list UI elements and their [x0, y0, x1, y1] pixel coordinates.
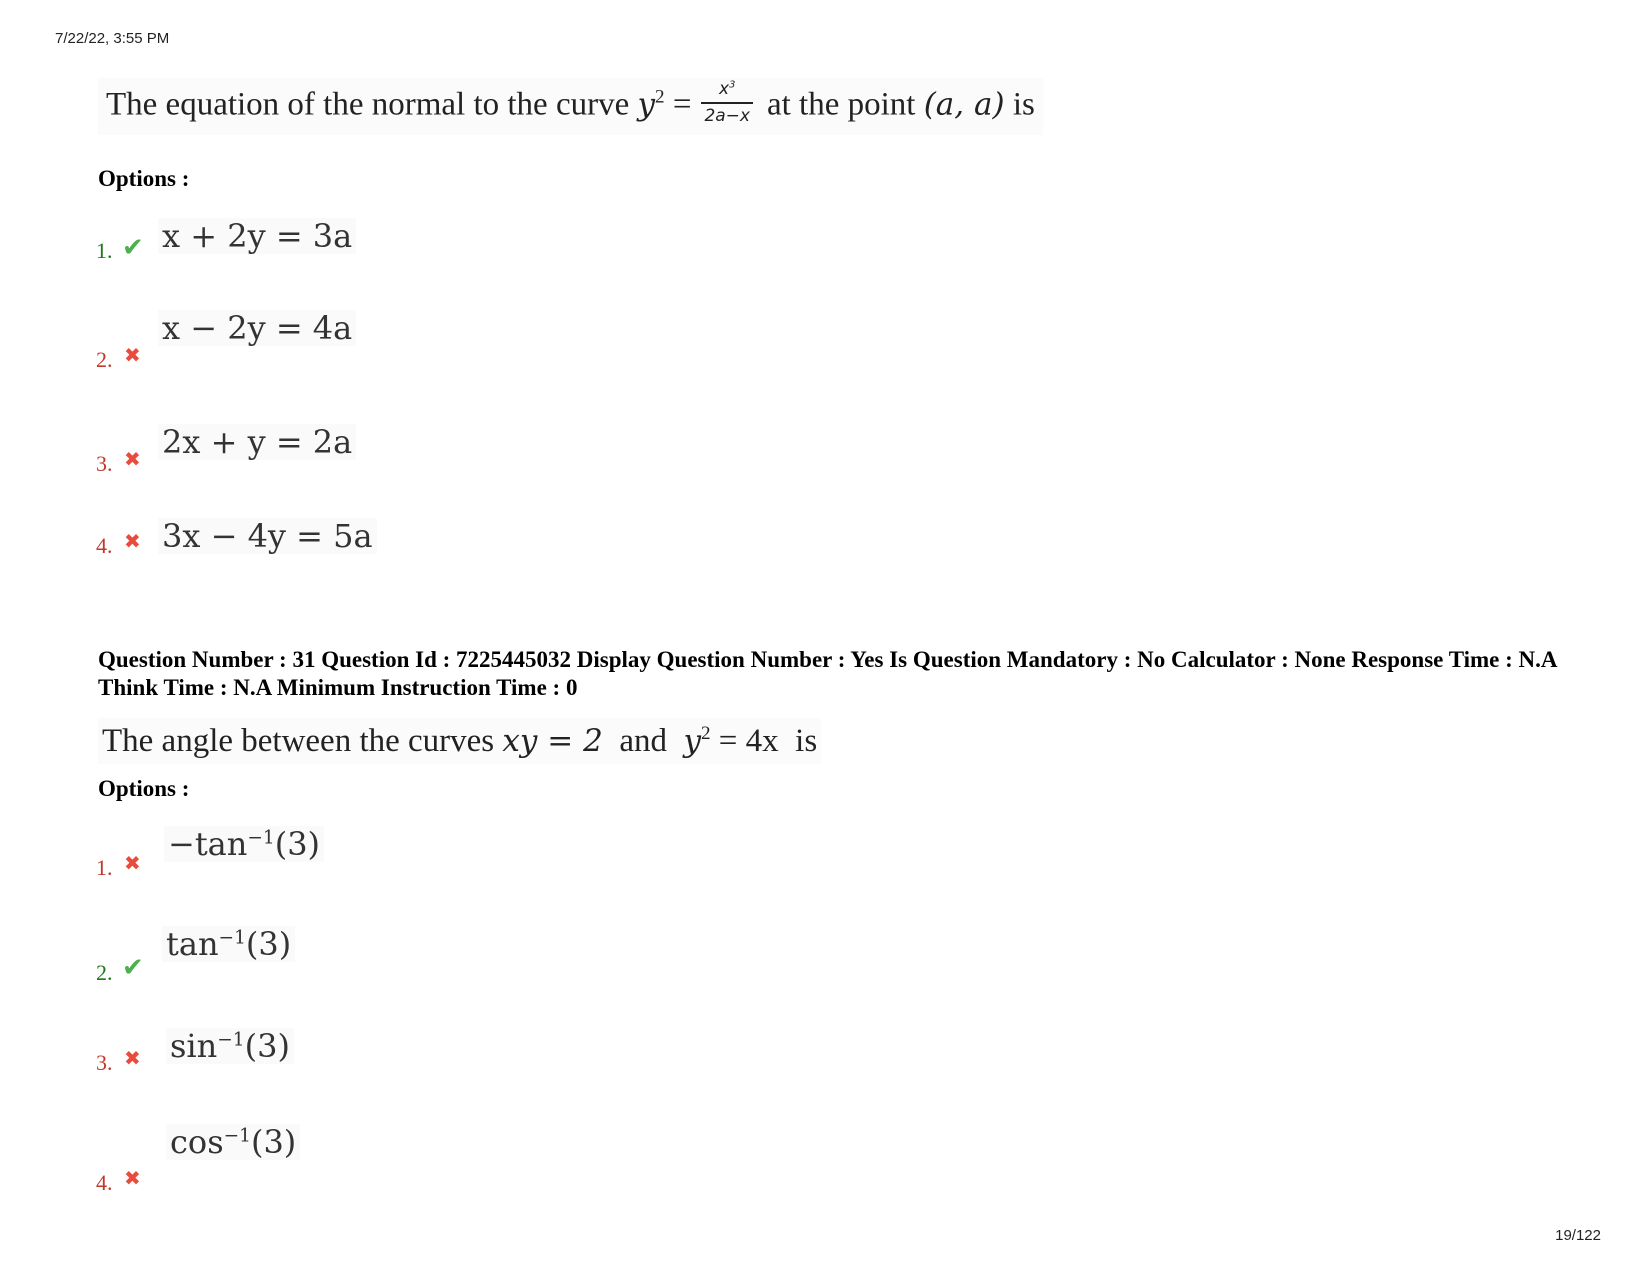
option-number: 1. — [96, 238, 113, 263]
option-expression: $\sin^{-1}(3)$ — [166, 1028, 294, 1064]
option-number: 3. — [96, 1050, 113, 1075]
stem-text: The angle between the curves — [102, 723, 503, 759]
cross-icon: ✖ — [124, 447, 141, 471]
stem-point: (a, a) — [923, 86, 1005, 123]
check-icon: ✔ — [122, 233, 144, 263]
options-label: Options : — [98, 776, 190, 801]
cross-icon: ✖ — [124, 851, 141, 875]
stem-equation-2: = 4x — [710, 723, 779, 759]
stem-end: is — [1004, 86, 1035, 123]
fraction-numerator: $x^3$ — [701, 80, 753, 104]
print-timestamp: 7/22/22, 3:55 PM — [55, 30, 170, 47]
option-number: 4. — [96, 1170, 113, 1195]
option-expression: x − 2y = 4a — [158, 310, 356, 346]
stem-exponent: 2 — [700, 723, 711, 744]
question-stem — [98, 718, 821, 764]
option-expression: $\cos^{-1}(3)$ — [166, 1124, 300, 1160]
option-expression: $\tan^{-1}(3)$ — [162, 926, 295, 962]
option-expression: 2x + y = 2a — [158, 424, 356, 460]
fraction-denominator: 2a−x — [704, 105, 750, 126]
option-number: 3. — [96, 451, 113, 476]
option-expression: $-\tan^{-1}(3)$ — [164, 826, 324, 862]
stem-and: and — [602, 723, 684, 759]
stem-equation-1: xy = 2 — [502, 723, 603, 759]
option-expression: 3x − 4y = 5a — [158, 518, 377, 554]
stem-exponent: 2 — [655, 86, 665, 108]
check-icon: ✔ — [122, 953, 144, 983]
options-label: Options : — [98, 166, 190, 191]
option-number: 1. — [96, 855, 113, 880]
cross-icon: ✖ — [124, 529, 141, 553]
stem-variable: y — [637, 86, 655, 123]
question-metadata: Question Number : 31 Question Id : 7225445032 Display Question Number : Yes Is Question Mandatory : No Calculator : None Response Time : N.A Think Time : N.A Minimum Instruction Time : 0 — [98, 647, 1557, 700]
option-number: 2. — [96, 347, 113, 372]
page-number: 19/122 — [1555, 1227, 1601, 1244]
cross-icon: ✖ — [124, 1166, 141, 1190]
cross-icon: ✖ — [124, 343, 141, 367]
stem-variable: y — [683, 723, 701, 759]
stem-text-after: at the point — [766, 86, 924, 123]
stem-end: is — [778, 723, 818, 759]
question-stem — [98, 78, 1043, 135]
stem-equals: = — [664, 86, 692, 123]
option-expression: x + 2y = 3a — [158, 218, 356, 254]
cross-icon: ✖ — [124, 1046, 141, 1070]
option-number: 2. — [96, 960, 113, 985]
stem-text: The equation of the normal to the curve — [106, 86, 638, 123]
fraction — [701, 80, 753, 125]
option-number: 4. — [96, 533, 113, 558]
